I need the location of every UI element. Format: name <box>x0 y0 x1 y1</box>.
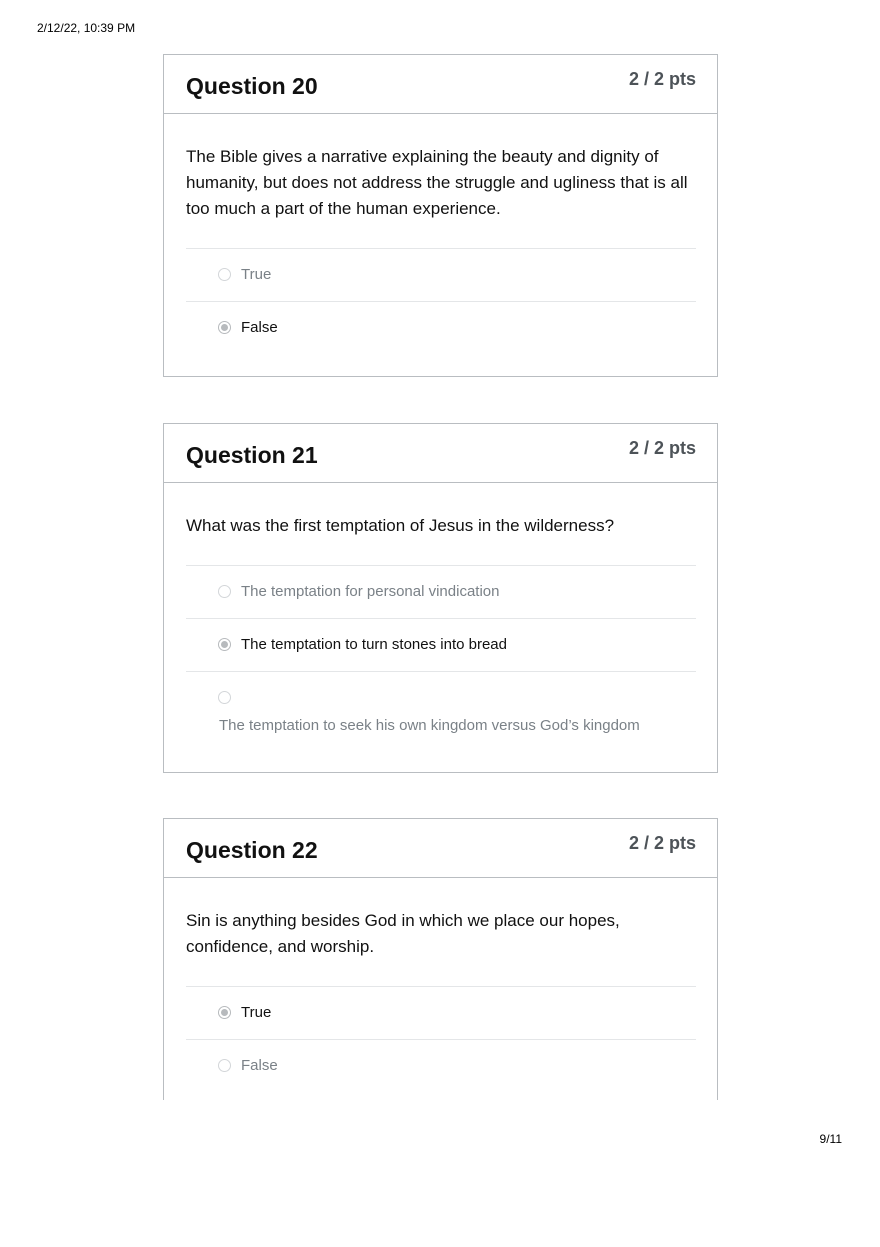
question-body <box>164 483 717 754</box>
question-body <box>164 114 717 354</box>
radio-selected-icon[interactable] <box>218 1006 231 1019</box>
answer-list <box>186 248 696 354</box>
question-card <box>163 54 718 377</box>
print-date: 2/12/22, 10:39 PM <box>37 21 136 35</box>
question-title: Question 20 <box>186 73 318 99</box>
question-title: Question 22 <box>186 837 318 863</box>
answer-label: True <box>241 266 272 283</box>
question-points: 2 / 2 pts <box>628 438 696 458</box>
answer-label: False <box>241 319 278 336</box>
radio-selected-icon[interactable] <box>218 638 231 651</box>
question-header <box>164 55 717 114</box>
radio-icon[interactable] <box>218 1059 231 1072</box>
question-text: The Bible gives a narrative explaining the beauty and dignity of humanity, but does not address the struggle and ugliness that is all too much a part of the human experience. <box>186 147 688 218</box>
question-title: Question 21 <box>186 442 318 468</box>
question-points: 2 / 2 pts <box>628 833 696 853</box>
question-text: Sin is anything besides God in which we place our hopes, confidence, and worship. <box>186 911 620 956</box>
answer-list <box>186 565 696 754</box>
answer-option-true[interactable] <box>186 248 696 301</box>
answer-option-personal-vindication[interactable] <box>186 565 696 618</box>
question-header <box>164 819 717 878</box>
question-points: 2 / 2 pts <box>628 69 696 89</box>
question-text: What was the first temptation of Jesus in the wilderness? <box>186 516 615 535</box>
answer-label: The temptation to turn stones into bread <box>241 636 507 653</box>
radio-icon[interactable] <box>218 268 231 281</box>
question-body <box>164 878 717 1092</box>
answer-label: True <box>241 1004 272 1021</box>
answer-label: False <box>241 1057 278 1074</box>
answer-option-false[interactable] <box>186 1039 696 1092</box>
answer-option-own-kingdom[interactable] <box>186 671 696 754</box>
answer-label: The temptation to seek his own kingdom versus God’s kingdom <box>219 717 640 734</box>
answer-label: The temptation for personal vindication <box>241 583 500 600</box>
radio-selected-icon[interactable] <box>218 321 231 334</box>
answer-option-stones-into-bread[interactable] <box>186 618 696 671</box>
page-number: 9/11 <box>819 1132 842 1146</box>
answer-option-true[interactable] <box>186 986 696 1039</box>
answer-option-false[interactable] <box>186 301 696 354</box>
radio-icon[interactable] <box>218 585 231 598</box>
question-card <box>163 818 718 1100</box>
radio-icon[interactable] <box>218 691 231 704</box>
question-card <box>163 423 718 773</box>
answer-list <box>186 986 696 1092</box>
question-header <box>164 424 717 483</box>
